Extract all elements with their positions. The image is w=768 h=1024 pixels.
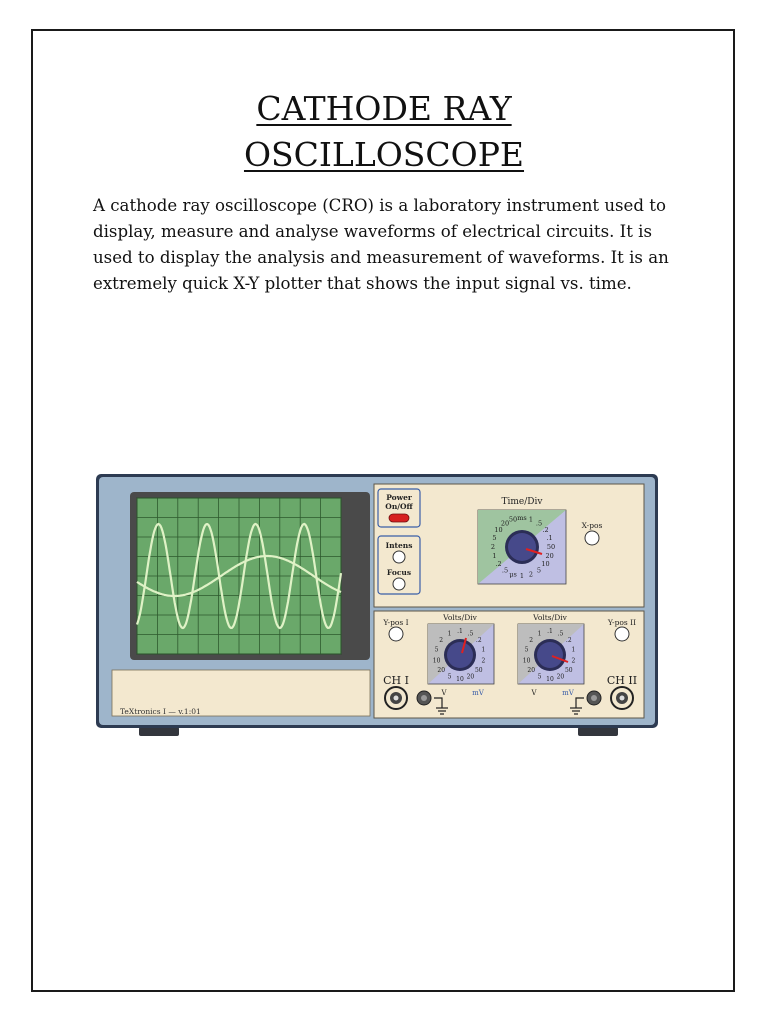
dial-tick-label: 50	[546, 543, 556, 552]
ch2-label: CH II	[606, 674, 638, 687]
dial-tick-label: 10	[432, 657, 441, 665]
ch1-input-connector[interactable]	[385, 687, 407, 709]
power-label-line2: On/Off	[385, 502, 413, 511]
dial-tick-label: .2	[542, 526, 549, 535]
dial-tick-label: 10	[456, 676, 464, 683]
dial-tick-label: 5	[524, 646, 529, 654]
dial-tick-label: 20	[500, 519, 510, 528]
dial-tick-label: 2	[439, 637, 444, 644]
v-label-2: V	[531, 689, 537, 697]
ch2-input-connector[interactable]	[611, 687, 633, 709]
foot-left	[139, 727, 179, 736]
dial-tick-label: 1	[528, 515, 534, 524]
volts-div-2-label: Volts/Div	[533, 613, 567, 622]
dial-tick-label: .5	[557, 630, 564, 638]
dial-tick-label: 2	[571, 657, 576, 665]
dial-tick-label: .2	[475, 637, 482, 644]
v-label-1: V	[441, 689, 447, 697]
dial-tick-label: .1	[546, 534, 553, 543]
mv-label-1: mV	[472, 689, 484, 697]
dial-tick-label: 50	[508, 515, 518, 524]
volts-div-1-label: Volts/Div	[443, 613, 477, 622]
page-title	[0, 86, 768, 178]
title-line-2: OSCILLOSCOPE	[243, 135, 525, 174]
dial-tick-label: .5	[501, 566, 509, 575]
power-label-line1: Power	[386, 493, 412, 502]
focus-label: Focus	[386, 568, 412, 577]
dial-tick-label: 5	[492, 534, 497, 543]
dial-tick-label: ms	[517, 514, 527, 523]
dial-tick-label: 1	[519, 572, 525, 581]
mv-label-2: mV	[562, 689, 574, 697]
dial-tick-label: 50	[564, 667, 573, 674]
foot-right	[578, 727, 618, 736]
dial-tick-label: 5	[447, 673, 452, 681]
dial-tick-label: .2	[565, 637, 572, 644]
dial-tick-label: 20	[437, 667, 446, 674]
intro-paragraph: A cathode ray oscilloscope (CRO) is a laboratory instrument used to display, measure and analyse waveforms of electrical circuits. It is used to display the analysis and measurement of waveforms. It is an extremely quick X-Y plotter that shows the input signal vs. time.	[93, 196, 669, 293]
dial-tick-label: 5	[434, 646, 439, 654]
dial-tick-label: 50	[474, 667, 483, 674]
time-div-label: Time/Div	[501, 497, 543, 507]
title-line-1: CATHODE RAY	[256, 89, 512, 128]
y-pos-1-label: Y-pos I	[383, 618, 409, 627]
dial-tick-label: 1	[447, 630, 452, 638]
time-div-dial[interactable]	[478, 510, 566, 584]
dial-tick-label: 1	[537, 630, 542, 638]
dial-tick-label: 20	[466, 673, 475, 681]
volts-div-2-dial[interactable]	[518, 624, 584, 684]
dial-tick-label: 20	[556, 673, 565, 681]
dial-tick-label: 2	[528, 570, 534, 579]
dial-tick-label: 1	[481, 646, 486, 654]
dial-tick-label: μs	[509, 570, 517, 579]
ch1-label: CH I	[383, 674, 409, 687]
dial-tick-label: 2	[529, 637, 534, 644]
intens-knob[interactable]	[393, 551, 405, 563]
y-pos-2-label: Y-pos II	[607, 618, 637, 627]
lower-control-panel	[374, 611, 644, 718]
intens-label: Intens	[385, 541, 413, 550]
dial-tick-label: 2	[481, 657, 486, 665]
dial-tick-label: 10	[541, 560, 550, 569]
volts-div-1-dial[interactable]	[428, 624, 494, 684]
dial-tick-label: .5	[535, 519, 543, 528]
dial-tick-label: 5	[536, 566, 542, 575]
ch2-ground-connector[interactable]	[587, 691, 601, 705]
dial-tick-label: .2	[495, 560, 502, 569]
dial-tick-label: 20	[527, 667, 536, 674]
x-pos-knob[interactable]	[585, 531, 599, 545]
dial-tick-label: 5	[537, 673, 542, 681]
ch1-ground-connector[interactable]	[417, 691, 431, 705]
dial-tick-label: 10	[522, 657, 531, 665]
dial-tick-label: 20	[545, 552, 554, 561]
brand-label: TeXtronics I — v.1:01	[120, 707, 201, 716]
focus-knob[interactable]	[393, 578, 405, 590]
dial-tick-label: .1	[547, 628, 553, 635]
dial-tick-label: 10	[494, 526, 503, 535]
dial-tick-label: 1	[571, 646, 576, 654]
dial-tick-label: 2	[490, 543, 496, 552]
y-pos-1-knob[interactable]	[389, 627, 403, 641]
dial-tick-label: .5	[467, 630, 474, 638]
power-button[interactable]	[389, 514, 409, 522]
dial-tick-label: 1	[492, 552, 497, 561]
x-pos-label: X-pos	[581, 521, 603, 530]
dial-tick-label: .1	[457, 628, 463, 635]
dial-tick-label: 10	[546, 676, 554, 683]
oscilloscope-illustration	[94, 472, 660, 740]
y-pos-2-knob[interactable]	[615, 627, 629, 641]
